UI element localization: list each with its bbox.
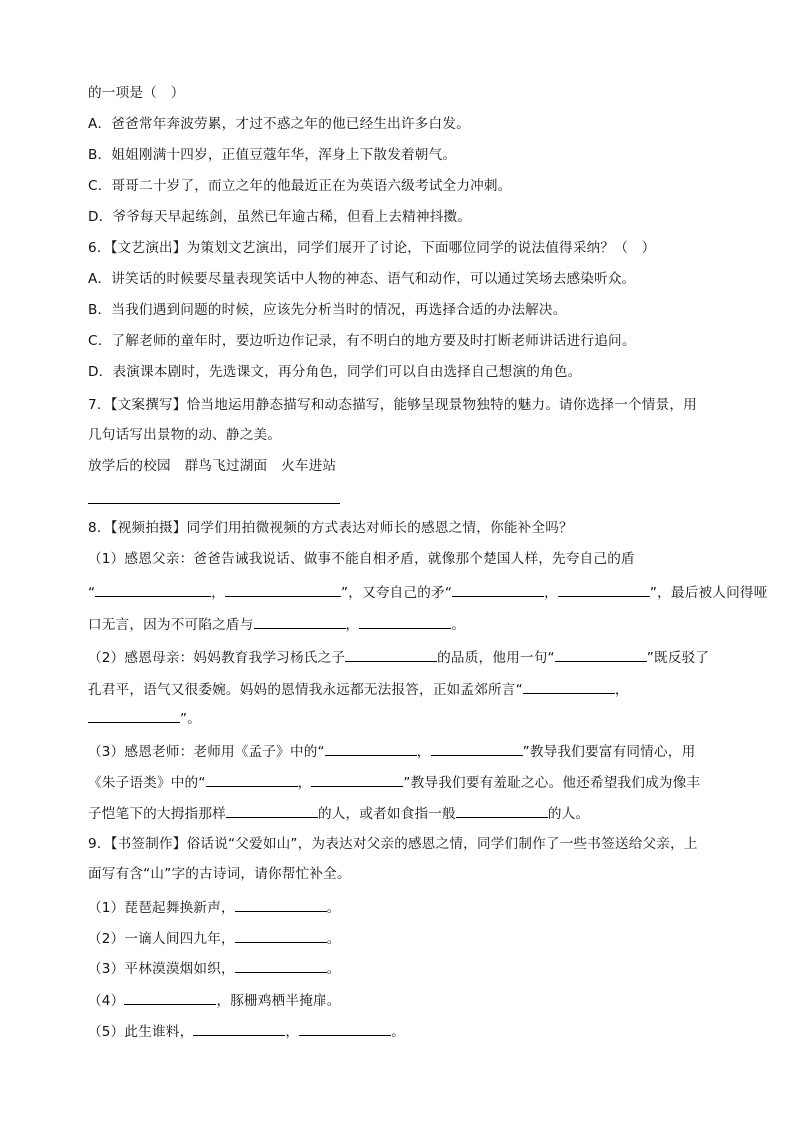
text: 的人。 (547, 806, 590, 822)
blank[interactable] (345, 647, 437, 662)
question-8 (88, 518, 573, 538)
text: ， (285, 1024, 300, 1040)
blank[interactable] (431, 741, 523, 756)
question-7 (88, 395, 697, 415)
blank[interactable] (226, 803, 318, 818)
text: B．当我们遇到问题的时候，应该先分析当时的情况，再选择合适的办法解决。 (88, 302, 567, 318)
q8-part-1 (88, 549, 635, 569)
text: 6．【文艺演出】为策划文艺演出，同学们展开了讨论，下面哪位同学的说法值得采纳？（ ） (88, 240, 656, 256)
option-b (88, 145, 456, 165)
blank[interactable] (299, 1021, 391, 1036)
text: 放学后的校园 群鸟飞过湖面 火车进站 (88, 458, 337, 474)
text: ， (211, 585, 226, 601)
scene-options (88, 456, 336, 476)
text: 的品质，他用一句“ (437, 650, 555, 666)
text: 。 (391, 1024, 405, 1040)
text: ”，最后被人问得哑 (649, 585, 768, 601)
text: “ (88, 585, 96, 601)
text: （1）琵琶起舞换新声， (88, 900, 235, 916)
q9-item-3 (88, 958, 341, 979)
answer-line[interactable] (88, 503, 340, 504)
text: ”，又夸自己的矛“ (341, 585, 453, 601)
q8-part-1-end (88, 614, 465, 635)
text: 的一项是（ ） (88, 85, 185, 101)
q8-part-3-cont (88, 772, 700, 793)
text: D．表演课本剧时，先选课文，再分角色，同学们可以自由选择自己想演的角色。 (88, 364, 582, 380)
q8-part-3-end (88, 803, 589, 824)
text: 的人，或者如食指一般 (317, 806, 456, 822)
q8-part-3 (88, 741, 695, 762)
blank[interactable] (95, 582, 211, 597)
text: ， (416, 744, 431, 760)
blank[interactable] (206, 772, 298, 787)
option-d (88, 362, 581, 382)
q8-part-2-cont (88, 679, 629, 700)
text: 子恺笔下的大拇指那样 (88, 806, 226, 822)
option-c (88, 331, 636, 351)
question-6 (88, 238, 656, 258)
blank[interactable] (523, 679, 615, 694)
text: A．爸爸常年奔波劳累，才过不惑之年的他已经生出许多白发。 (88, 116, 470, 132)
text: ， (544, 585, 558, 601)
text: ，豚栅鸡栖半掩扉。 (216, 993, 341, 1009)
text: C．哥哥二十岁了，而立之年的他最近正在为英语六级考试全力冲刺。 (88, 178, 512, 194)
text: 。 (326, 961, 341, 977)
option-a (88, 269, 635, 289)
blank[interactable] (254, 614, 346, 629)
blank[interactable] (325, 741, 417, 756)
question-7-cont (88, 425, 281, 445)
text: ， (614, 682, 629, 698)
text: ”教导我们要富有同情心，用 (522, 744, 696, 760)
blank[interactable] (311, 772, 403, 787)
text: （1）感恩父亲：爸爸告诫我说话、做事不能自相矛盾，就像那个楚国人样，先夸自己的盾 (88, 551, 635, 567)
q8-part-2-end (88, 708, 201, 729)
text: 。 (326, 931, 341, 947)
text: 8．【视频拍摄】同学们用拍微视频的方式表达对师长的感恩之情，你能补全吗？ (88, 520, 573, 536)
question-9-cont (88, 864, 351, 884)
q9-item-2 (88, 928, 341, 949)
text: 7．【文案撰写】恰当地运用静态描写和动态描写，能够呈现景物独特的魅力。请你选择一个情景，用 (88, 397, 697, 413)
text: ”教导我们要有羞耻之心。他还希望我们成为像丰 (403, 775, 701, 791)
text: 。 (451, 617, 466, 633)
text: 。 (326, 900, 341, 916)
blank[interactable] (558, 582, 650, 597)
text: 面写有含“山”字的古诗词，请你帮忙补全。 (88, 866, 351, 882)
text: （3）感恩老师：老师用《孟子》中的“ (88, 744, 325, 760)
question-9 (88, 834, 698, 854)
text: （4） (88, 993, 125, 1009)
option-a (88, 114, 470, 134)
question-5-stem-end (88, 83, 185, 103)
text: A．讲笑话的时候要尽量表现笑话中人物的神态、语气和动作，可以通过笑场去感染听众。 (88, 271, 636, 287)
blank[interactable] (235, 928, 327, 943)
text: 口无言，因为不可陷之盾与 (88, 617, 254, 633)
option-c (88, 176, 512, 196)
text: 几句话写出景物的动、静之美。 (88, 427, 282, 443)
blank[interactable] (235, 958, 327, 973)
blank[interactable] (225, 582, 341, 597)
q9-item-1 (88, 897, 341, 918)
blank[interactable] (193, 1021, 285, 1036)
text: （2）感恩母亲：妈妈教育我学习杨氏之子 (88, 650, 346, 666)
text: （2）一谪人间四九年， (88, 931, 235, 947)
q9-item-4 (88, 990, 341, 1011)
text: （3）平林漠漠烟如织， (88, 961, 235, 977)
blank[interactable] (555, 647, 647, 662)
q8-part-2 (88, 647, 709, 668)
text: D．爷爷每天早起练剑，虽然已年逾古稀，但看上去精神抖擞。 (88, 209, 472, 225)
text: C．了解老师的童年时，要边听边作记录，有不明白的地方要及时打断老师讲话进行追问。 (88, 333, 636, 349)
text: （5）此生谁料， (88, 1024, 194, 1040)
text: ， (345, 617, 360, 633)
option-b (88, 300, 567, 320)
option-d (88, 207, 471, 227)
text: 《朱子语类》中的“ (88, 775, 206, 791)
text: 孔君平，语气又很委婉。妈妈的恩情我永远都无法报答，正如孟郊所言“ (88, 682, 523, 698)
blank[interactable] (235, 897, 327, 912)
blank[interactable] (88, 708, 180, 723)
text: ”既反驳了 (646, 650, 710, 666)
text: 9．【书签制作】俗话说“父爱如山”，为表达对父亲的感恩之情，同学们制作了一些书签送给父亲，上 (88, 836, 698, 852)
text: B．姐姐刚满十四岁，正值豆蔻年华，浑身上下散发着朝气。 (88, 147, 457, 163)
blank[interactable] (456, 803, 548, 818)
text: ， (297, 775, 312, 791)
blank[interactable] (452, 582, 544, 597)
blank[interactable] (359, 614, 451, 629)
text: ”。 (180, 711, 202, 727)
q8-part-1-cont (88, 582, 767, 603)
blank[interactable] (124, 990, 216, 1005)
q9-item-5 (88, 1021, 405, 1042)
